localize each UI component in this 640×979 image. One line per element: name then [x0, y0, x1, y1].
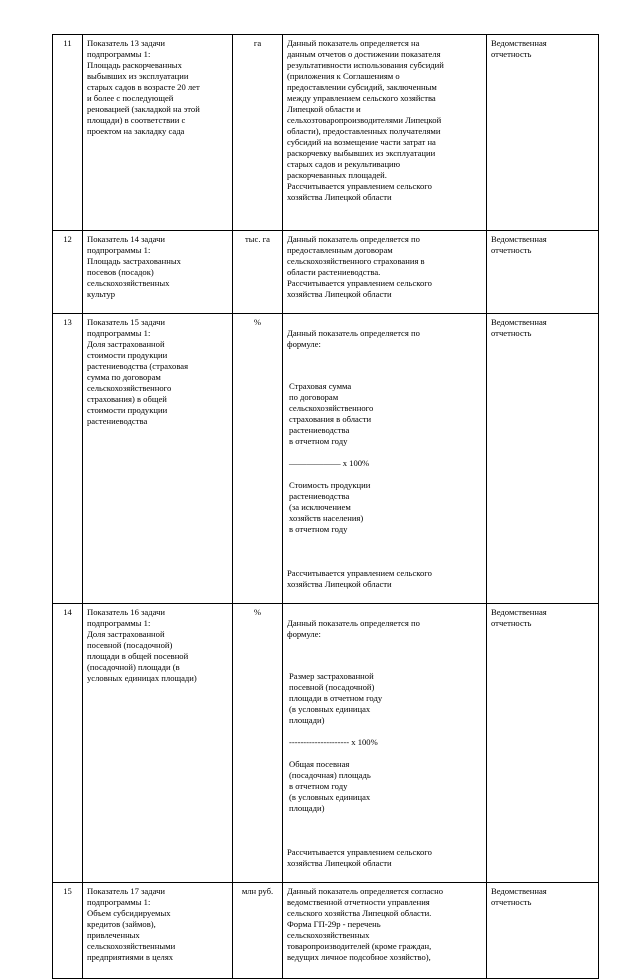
formula-denominator: Общая посевная (посадочная) площадь в отчетном году (в условных единицах площади)	[289, 759, 371, 813]
calculation-method	[283, 314, 487, 604]
data-source: Ведомственная отчетность	[487, 604, 599, 883]
data-source: Ведомственная отчетность	[487, 35, 599, 231]
data-source: Ведомственная отчетность	[487, 314, 599, 604]
formula-denominator: Стоимость продукции растениеводства (за исключением хозяйств населения) в отчетном году	[289, 480, 371, 534]
indicator-name: Показатель 14 задачи подпрограммы 1: Площадь застрахованных посевов (посадок) сельскохозяйственных культур	[83, 231, 233, 314]
formula-fraction-bar: --------------------- х 100%	[289, 737, 378, 747]
indicator-name: Показатель 15 задачи подпрограммы 1: Доля застрахованной стоимости продукции растениеводства (страховая сумма по договорам сельскохозяйственного страхования) в общей стоимости продукции растениеводства	[83, 314, 233, 604]
method-intro: Данный показатель определяется по формуле:	[287, 618, 420, 639]
indicator-name: Показатель 17 задачи подпрограммы 1: Объем субсидируемых кредитов (займов), привлеченных сельскохозяйственными предприятиями в целях	[83, 883, 233, 979]
unit-of-measure: %	[233, 604, 283, 883]
formula-fraction-bar: —————— х 100%	[289, 458, 370, 468]
method-intro: Данный показатель определяется по формуле:	[287, 328, 420, 349]
unit-of-measure: га	[233, 35, 283, 231]
method-outro: Рассчитывается управлением сельского хозяйства Липецкой области	[287, 847, 432, 868]
table-row	[53, 314, 599, 604]
calculation-method: Данный показатель определяется по предоставленным договорам сельскохозяйственного страхования в области растениеводства. Рассчитывается управлением сельского хозяйства Липецкой области	[283, 231, 487, 314]
formula-numerator: Размер застрахованной посевной (посадочной) площади в отчетном году (в условных единицах площади)	[289, 671, 383, 725]
calculation-method	[283, 604, 487, 883]
row-number: 14	[53, 604, 83, 883]
table-row	[53, 35, 599, 231]
formula-numerator: Страховая сумма по договорам сельскохозяйственного страхования в области растениеводства в отчетном году	[289, 381, 374, 446]
indicator-name: Показатель 16 задачи подпрограммы 1: Доля застрахованной посевной (посадочной) площади в общей посевной (посадочной) площади (в условных единицах площади)	[83, 604, 233, 883]
row-number: 13	[53, 314, 83, 604]
data-source: Ведомственная отчетность	[487, 231, 599, 314]
calculation-method: Данный показатель определяется на данным отчетов о достижении показателя результативности использования субсидий (приложения к Соглашениям о предоставлении субсидий, заключенным между управлением сельского хозяйства Липецкой области и сельхозтоваропроизводителями Липецкой области), предоставленных получателями субсидий на возмещение части затрат на раскорчевку выбывших из эксплуатации старых садов и рекультивацию раскорчеванных площадей. Рассчитывается управлением сельского хозяйства Липецкой области	[283, 35, 487, 231]
row-number: 11	[53, 35, 83, 231]
method-outro: Рассчитывается управлением сельского хозяйства Липецкой области	[287, 568, 432, 589]
indicator-name: Показатель 13 задачи подпрограммы 1: Площадь раскорчеванных выбывших из эксплуатации старых садов в возрасте 20 лет и более с последующей реновацией (закладкой на этой площади) в соответствии с проектом на закладку сада	[83, 35, 233, 231]
table-row	[53, 604, 599, 883]
formula	[287, 370, 482, 546]
indicator-table	[52, 34, 599, 979]
unit-of-measure: тыс. га	[233, 231, 283, 314]
row-number: 12	[53, 231, 83, 314]
calculation-method: Данный показатель определяется согласно ведомственной отчетности управления сельского хозяйства Липецкой области. Форма ГП-29р - перечень сельскохозяйственных товаропроизводителей (кроме граждан, ведущих личное подсобное хозяйство),	[283, 883, 487, 979]
table-row	[53, 883, 599, 979]
data-source: Ведомственная отчетность	[487, 883, 599, 979]
table-row	[53, 231, 599, 314]
unit-of-measure: %	[233, 314, 283, 604]
formula	[287, 660, 482, 825]
unit-of-measure: млн руб.	[233, 883, 283, 979]
row-number: 15	[53, 883, 83, 979]
